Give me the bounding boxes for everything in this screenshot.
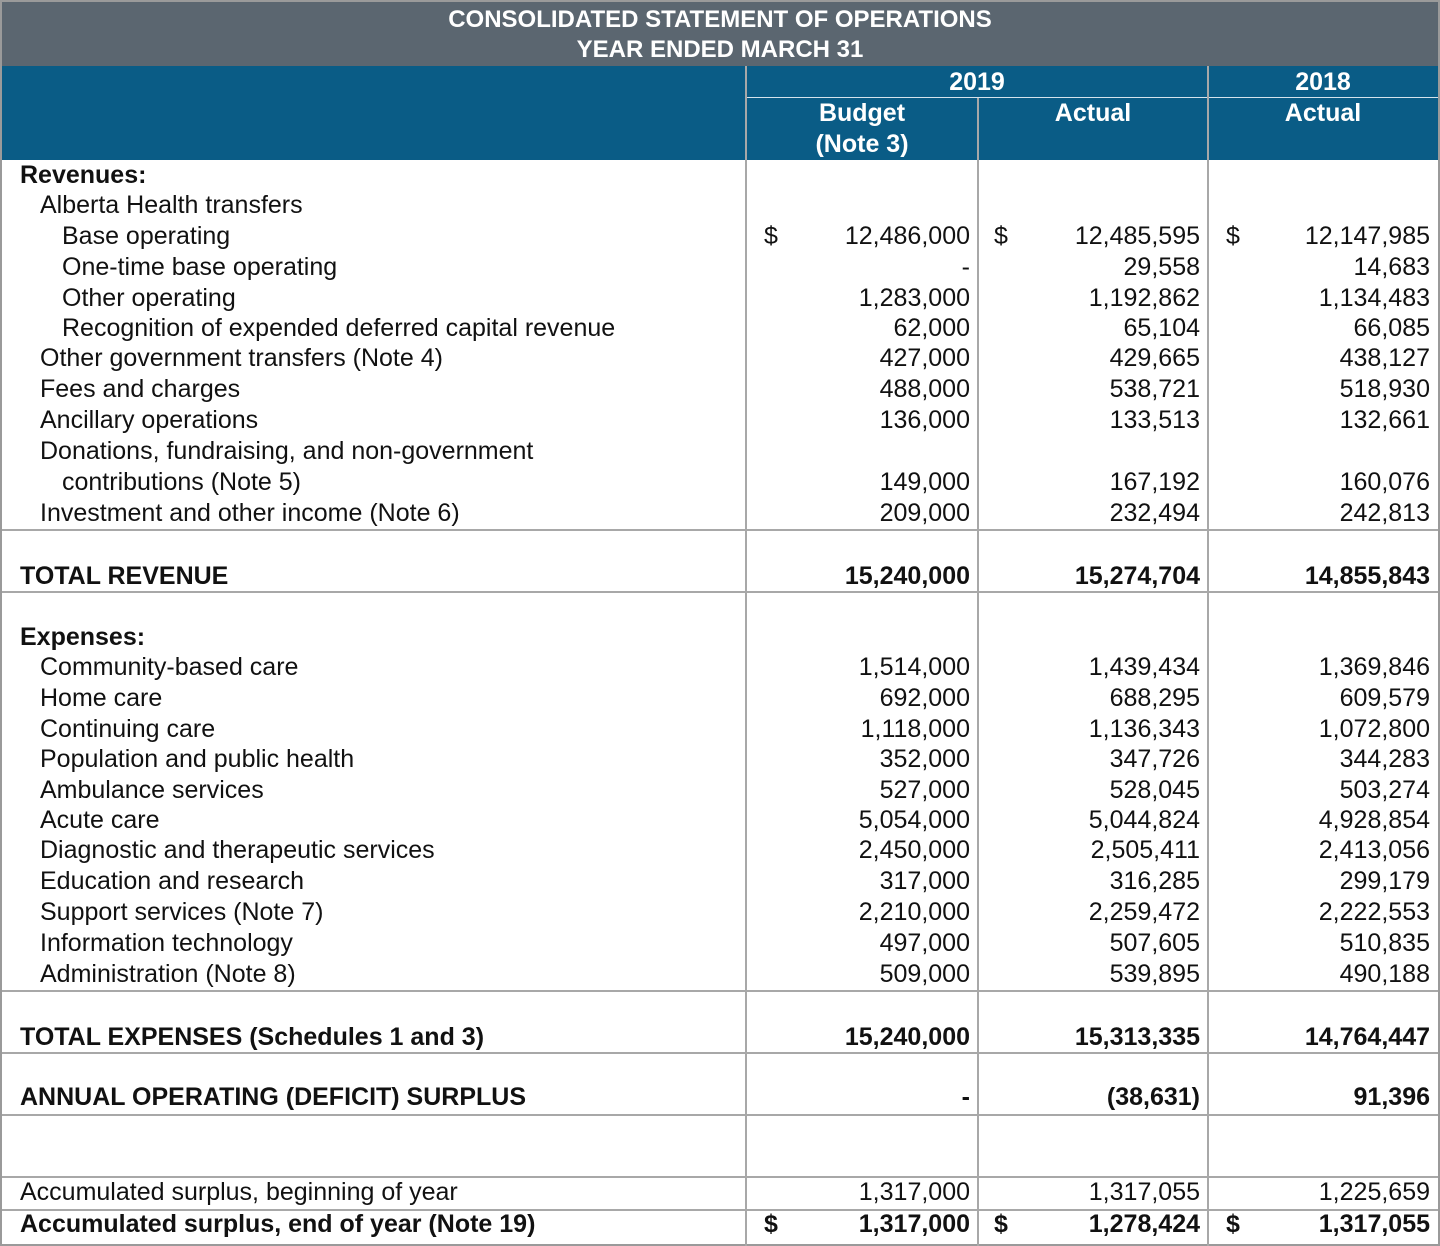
table-row [2, 374, 1438, 405]
budget-value: 427,000 [879, 344, 970, 372]
table-row [2, 744, 1438, 775]
row-label: Continuing care [40, 715, 216, 743]
prior-value: 510,835 [1339, 929, 1430, 957]
prior-value: 12,147,985 [1304, 222, 1430, 250]
budget-value: 1,317,000 [858, 1210, 970, 1238]
actual-value: 538,721 [1109, 375, 1200, 403]
total-expenses-row [2, 1022, 1438, 1053]
actual-value: 133,513 [1109, 406, 1200, 434]
alberta-health-label: Alberta Health transfers [40, 191, 303, 219]
budget-value: 2,210,000 [858, 898, 970, 926]
actual-value: 1,192,862 [1088, 284, 1200, 312]
actual-value: 507,605 [1109, 929, 1200, 957]
accumulated-end-row [2, 1209, 1438, 1240]
currency-symbol: $ [1226, 1210, 1240, 1238]
prior-value: 1,369,846 [1318, 653, 1430, 681]
actual-value: 1,136,343 [1088, 715, 1200, 743]
table-row [2, 467, 1438, 498]
row-label: Administration (Note 8) [40, 960, 296, 988]
actual-value: 688,295 [1109, 684, 1200, 712]
budget-value: 1,118,000 [860, 715, 970, 743]
prior-value: 344,283 [1339, 745, 1430, 773]
actual-value: 167,192 [1109, 468, 1200, 496]
currency-symbol: $ [764, 222, 778, 250]
actual-value: 1,317,055 [1088, 1178, 1200, 1206]
revenues-heading-row [2, 160, 1438, 191]
table-row [2, 498, 1438, 529]
expenses-heading-row [2, 622, 1438, 653]
row-label: Population and public health [40, 745, 355, 773]
row-label: contributions (Note 5) [62, 468, 302, 496]
budget-label: Budget [818, 99, 906, 127]
budget-value: 509,000 [879, 960, 970, 988]
annual-surplus-row [2, 1082, 1438, 1113]
table-row [2, 897, 1438, 928]
table-row [2, 835, 1438, 866]
prior-value: 160,076 [1339, 468, 1430, 496]
table-row [2, 928, 1438, 959]
row-label: Fees and charges [40, 375, 241, 403]
table-row [2, 1177, 1438, 1208]
prior-value: 14,855,843 [1304, 562, 1430, 590]
prior-value: 490,188 [1339, 960, 1430, 988]
budget-value: - [961, 1083, 970, 1111]
prior-value: 4,928,854 [1318, 806, 1430, 834]
actual-2018-header: Actual [1284, 99, 1362, 127]
budget-note-label: (Note 3) [815, 130, 909, 158]
row-label: Investment and other income (Note 6) [40, 499, 460, 527]
row-label: One-time base operating [62, 253, 338, 281]
table-row [2, 775, 1438, 806]
prior-value: 503,274 [1339, 776, 1430, 804]
header-divider [746, 97, 1438, 98]
budget-value: 209,000 [879, 499, 970, 527]
table-row [2, 252, 1438, 283]
year-2019-header: 2019 [949, 68, 1005, 96]
year-2018-header: 2018 [1295, 68, 1351, 96]
currency-symbol: $ [764, 1210, 778, 1238]
prior-value: 1,317,055 [1318, 1210, 1430, 1238]
row-label: Information technology [40, 929, 293, 957]
actual-value: 429,665 [1109, 344, 1200, 372]
actual-value: 65,104 [1123, 314, 1200, 342]
prior-value: 1,134,483 [1318, 284, 1430, 312]
prior-value: 299,179 [1339, 867, 1430, 895]
actual-value: 1,278,424 [1088, 1210, 1200, 1238]
section-divider [2, 1114, 1438, 1116]
prior-value: 1,072,800 [1318, 715, 1430, 743]
prior-value: 14,764,447 [1304, 1023, 1430, 1051]
prior-value: 518,930 [1339, 375, 1430, 403]
row-label: Ancillary operations [40, 406, 259, 434]
prior-value: 1,225,659 [1318, 1178, 1430, 1206]
budget-value: 15,240,000 [844, 562, 970, 590]
actual-value: 316,285 [1109, 867, 1200, 895]
table-row [2, 221, 1438, 252]
row-label: ANNUAL OPERATING (DEFICIT) SURPLUS [20, 1083, 527, 1111]
actual-value: 347,726 [1109, 745, 1200, 773]
row-label: Support services (Note 7) [40, 898, 324, 926]
actual-value: (38,631) [1106, 1083, 1200, 1111]
prior-value: 438,127 [1339, 344, 1430, 372]
actual-value: 232,494 [1109, 499, 1200, 527]
table-row [2, 714, 1438, 745]
actual-value: 539,895 [1109, 960, 1200, 988]
table-row [2, 313, 1438, 344]
row-label: Accumulated surplus, beginning of year [20, 1178, 458, 1206]
prior-value: 91,396 [1353, 1083, 1430, 1111]
budget-value: 527,000 [879, 776, 970, 804]
budget-value: 497,000 [879, 929, 970, 957]
budget-value: 5,054,000 [858, 806, 970, 834]
actual-value: 15,274,704 [1074, 562, 1200, 590]
currency-symbol: $ [994, 1210, 1008, 1238]
row-label: Other operating [62, 284, 236, 312]
budget-value: 2,450,000 [858, 836, 970, 864]
total-revenue-row [2, 561, 1438, 592]
row-label: Ambulance services [40, 776, 264, 804]
actual-value: 2,505,411 [1090, 836, 1200, 864]
row-label: Base operating [62, 222, 231, 250]
budget-value: 317,000 [879, 867, 970, 895]
statement-title [2, 2, 1438, 66]
currency-symbol: $ [1226, 222, 1240, 250]
table-row [2, 866, 1438, 897]
actual-2019-header: Actual [1054, 99, 1132, 127]
budget-value: 149,000 [879, 468, 970, 496]
prior-value: 14,683 [1353, 253, 1430, 281]
table-row [2, 959, 1438, 990]
table-row [2, 405, 1438, 436]
prior-value: 2,222,553 [1318, 898, 1430, 926]
row-label: Home care [40, 684, 163, 712]
table-row [2, 683, 1438, 714]
budget-value: 692,000 [879, 684, 970, 712]
table-row [2, 805, 1438, 836]
row-label: Education and research [40, 867, 305, 895]
actual-value: 5,044,824 [1088, 806, 1200, 834]
budget-value: 1,514,000 [858, 653, 970, 681]
row-label: Other government transfers (Note 4) [40, 344, 443, 372]
budget-value: 1,283,000 [858, 284, 970, 312]
actual-value: 15,313,335 [1074, 1023, 1200, 1051]
table-row [2, 343, 1438, 374]
row-label: TOTAL REVENUE [20, 562, 229, 590]
actual-value: 29,558 [1123, 253, 1200, 281]
prior-value: 242,813 [1339, 499, 1430, 527]
row-label: Community-based care [40, 653, 299, 681]
row-label: Accumulated surplus, end of year (Note 19) [20, 1210, 536, 1238]
budget-value: 352,000 [879, 745, 970, 773]
row-label: Donations, fundraising, and non-government [40, 437, 534, 465]
expenses-heading: Expenses: [20, 623, 146, 651]
section-divider [2, 990, 1438, 992]
row-label: Recognition of expended deferred capital revenue [62, 314, 616, 342]
budget-header [746, 98, 978, 160]
prior-value: 609,579 [1339, 684, 1430, 712]
prior-value: 2,413,056 [1318, 836, 1430, 864]
actual-value: 12,485,595 [1074, 222, 1200, 250]
actual-value: 528,045 [1109, 776, 1200, 804]
column-header [2, 66, 1438, 160]
budget-value: 1,317,000 [858, 1178, 970, 1206]
title-line-2: YEAR ENDED MARCH 31 [576, 36, 864, 63]
budget-value: 136,000 [879, 406, 970, 434]
row-label: Diagnostic and therapeutic services [40, 836, 435, 864]
donations-heading-row [2, 436, 1438, 467]
currency-symbol: $ [994, 222, 1008, 250]
budget-value: 15,240,000 [844, 1023, 970, 1051]
alberta-health-row [2, 190, 1438, 221]
prior-value: 66,085 [1353, 314, 1430, 342]
table-row [2, 652, 1438, 683]
section-divider [2, 529, 1438, 531]
title-line-1: CONSOLIDATED STATEMENT OF OPERATIONS [448, 6, 992, 33]
actual-value: 1,439,434 [1088, 653, 1200, 681]
revenues-heading: Revenues: [20, 161, 147, 189]
row-label: TOTAL EXPENSES (Schedules 1 and 3) [20, 1023, 485, 1051]
budget-value: 488,000 [879, 375, 970, 403]
budget-value: - [961, 253, 970, 281]
prior-value: 132,661 [1339, 406, 1430, 434]
table-row [2, 283, 1438, 314]
row-label: Acute care [40, 806, 160, 834]
budget-value: 12,486,000 [844, 222, 970, 250]
actual-value: 2,259,472 [1088, 898, 1200, 926]
budget-value: 62,000 [893, 314, 970, 342]
